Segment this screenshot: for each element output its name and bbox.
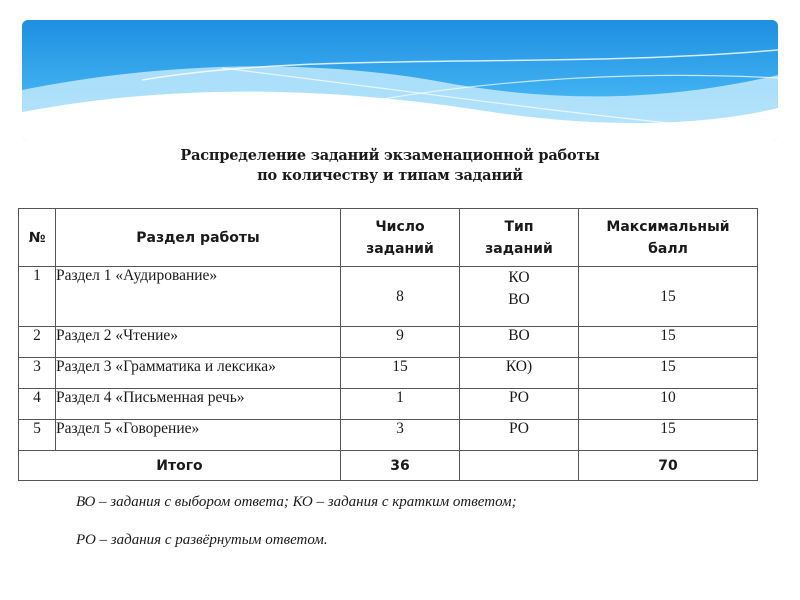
table-caption — [0, 146, 780, 186]
total-count: 36 — [341, 451, 460, 481]
header-max-line-2: балл — [648, 240, 688, 257]
table-row — [19, 358, 758, 389]
row-num: 3 — [19, 358, 56, 389]
row-section: Раздел 3 «Грамматика и лексика» — [56, 358, 341, 389]
row-num: 2 — [19, 327, 56, 358]
row-count: 8 — [341, 267, 460, 327]
header-section: Раздел работы — [56, 209, 341, 267]
total-row — [19, 451, 758, 481]
row-max: 15 — [579, 358, 758, 389]
row-max: 15 — [579, 267, 758, 327]
row-max: 10 — [579, 389, 758, 420]
decorative-wave-banner — [22, 20, 778, 140]
header-count-line-2: заданий — [366, 240, 434, 257]
total-max: 70 — [579, 451, 758, 481]
table-row — [19, 327, 758, 358]
tasks-table — [18, 208, 758, 481]
row-num: 1 — [19, 267, 56, 327]
total-label: Итого — [19, 451, 341, 481]
row-type: КО) — [460, 358, 579, 389]
header-max — [579, 209, 758, 267]
row-type: РО — [460, 389, 579, 420]
total-type-empty — [460, 451, 579, 481]
row-section: Раздел 5 «Говорение» — [56, 420, 341, 451]
row-count: 3 — [341, 420, 460, 451]
header-num: № — [19, 209, 56, 267]
header-type-line-2: заданий — [485, 240, 553, 257]
caption-line-1: Распределение заданий экзаменационной работы — [180, 147, 600, 164]
row-section: Раздел 4 «Письменная речь» — [56, 389, 341, 420]
row-count: 9 — [341, 327, 460, 358]
header-count-line-1: Число — [375, 218, 425, 235]
table-row — [19, 267, 758, 327]
row-count: 15 — [341, 358, 460, 389]
row-type: ВО — [460, 327, 579, 358]
row-type-line-1: КО — [508, 269, 530, 286]
header-type — [460, 209, 579, 267]
row-num: 5 — [19, 420, 56, 451]
table-header-row — [19, 209, 758, 267]
legend-line-2: РО – задания с развёрнутым ответом. — [76, 532, 328, 548]
row-type-line-2: ВО — [508, 291, 530, 308]
table-row — [19, 420, 758, 451]
row-type: РО — [460, 420, 579, 451]
header-max-line-1: Максимальный — [606, 218, 730, 235]
row-section: Раздел 1 «Аудирование» — [56, 267, 341, 327]
row-count: 1 — [341, 389, 460, 420]
legend-line-1: ВО – задания с выбором ответа; КО – задания с кратким ответом; — [76, 494, 517, 510]
caption-line-2: по количеству и типам заданий — [257, 167, 523, 184]
header-type-line-1: Тип — [504, 218, 534, 235]
row-type — [460, 267, 579, 327]
row-max: 15 — [579, 327, 758, 358]
header-count — [341, 209, 460, 267]
row-num: 4 — [19, 389, 56, 420]
row-section: Раздел 2 «Чтение» — [56, 327, 341, 358]
row-max: 15 — [579, 420, 758, 451]
table-row — [19, 389, 758, 420]
